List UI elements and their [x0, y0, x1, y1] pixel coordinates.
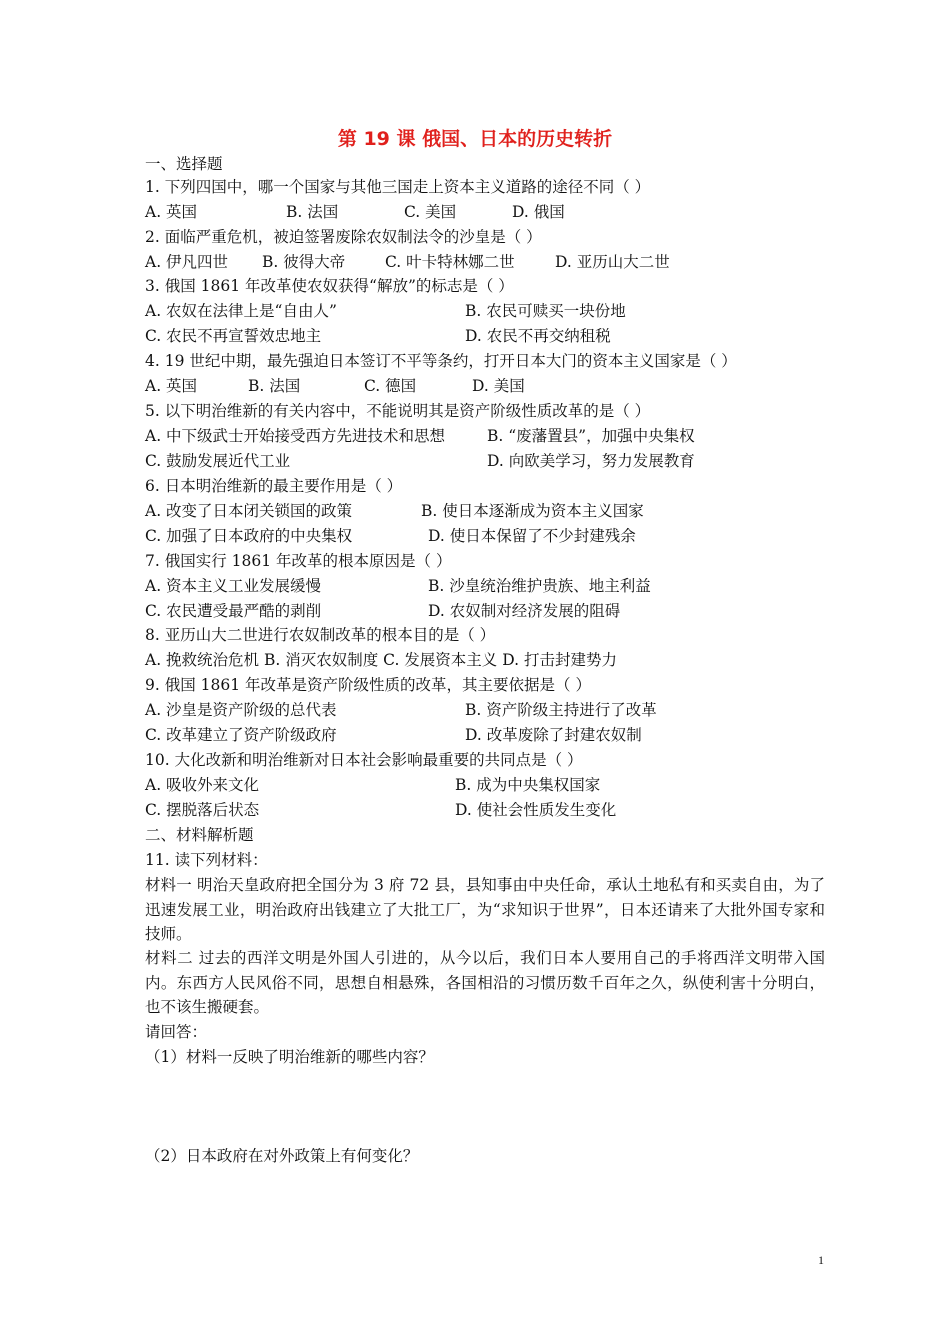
- q4-option-b: B. 法国: [248, 377, 301, 395]
- q1-option-c: C. 美国: [404, 203, 457, 221]
- question-6: 6. 日本明治维新的最主要作用是（ ）: [145, 477, 403, 495]
- q1-option-b: B. 法国: [286, 203, 339, 221]
- q3-option-a: A. 农奴在法律上是“自由人”: [145, 302, 337, 320]
- q2-option-c: C. 叶卡特林娜二世: [385, 253, 515, 271]
- q6-option-d: D. 使日本保留了不少封建残余: [428, 527, 636, 545]
- q4-option-a: A. 英国: [145, 377, 198, 395]
- question-11: 11. 读下列材料：: [145, 851, 268, 869]
- q2-option-a: A. 伊凡四世: [145, 253, 229, 271]
- q5-option-d: D. 向欧美学习，努力发展教育: [487, 452, 695, 470]
- q3-option-c: C. 农民不再宣誓效忠地主: [145, 327, 322, 345]
- q10-option-d: D. 使社会性质发生变化: [455, 801, 617, 819]
- q1-option-d: D. 俄国: [512, 203, 565, 221]
- page-number: 1: [818, 1253, 824, 1267]
- q5-option-b: B. “废藩置县”，加强中央集权: [487, 427, 695, 445]
- section-heading-choice: 一、选择题: [145, 155, 223, 173]
- q2-option-d: D. 亚历山大二世: [555, 253, 670, 271]
- q10-option-a: A. 吸收外来文化: [145, 776, 260, 794]
- q1-option-a: A. 英国: [145, 203, 198, 221]
- q3-option-b: B. 农民可赎买一块份地: [465, 302, 626, 320]
- q9-option-a: A. 沙皇是资产阶级的总代表: [145, 701, 337, 719]
- q6-option-a: A. 改变了日本闭关锁国的政策: [145, 502, 353, 520]
- material-one: 材料一 明治天皇政府把全国分为 3 府 72 县，县知事由中央任命，承认土地私有和买卖自由，为了迅速发展工业，明治政府出钱建立了大批工厂，为“求知识于世界”，日本还请来了大批外国专家和技师。: [145, 876, 825, 943]
- sub-question-2: （2）日本政府在对外政策上有何变化？: [145, 1147, 419, 1165]
- q7-option-a: A. 资本主义工业发展缓慢: [145, 577, 322, 595]
- q10-option-c: C. 摆脱落后状态: [145, 801, 260, 819]
- question-2: 2. 面临严重危机，被迫签署废除农奴制法令的沙皇是（ ）: [145, 228, 542, 246]
- q9-option-d: D. 改革废除了封建农奴制: [465, 726, 642, 744]
- question-4: 4. 19 世纪中期，最先强迫日本签订不平等条约，打开日本大门的资本主义国家是（ ）: [145, 352, 737, 370]
- q9-option-c: C. 改革建立了资产阶级政府: [145, 726, 337, 744]
- material-two: 材料二 过去的西洋文明是外国人引进的，从今以后，我们日本人要用自己的手将西洋文明带入国内。东西方人民风俗不同，思想自相悬殊，各国相沿的习惯历数千百年之久，纵使利害十分明白，也不该生搬硬套。: [145, 949, 825, 1016]
- q4-option-d: D. 美国: [472, 377, 525, 395]
- question-5: 5. 以下明治维新的有关内容中，不能说明其是资产阶级性质改革的是（ ）: [145, 402, 651, 420]
- question-3: 3. 俄国 1861 年改革使农奴获得“解放”的标志是（ ）: [145, 277, 514, 295]
- question-8: 8. 亚历山大二世进行农奴制改革的根本目的是（ ）: [145, 626, 496, 644]
- q5-option-a: A. 中下级武士开始接受西方先进技术和思想: [145, 427, 446, 445]
- q7-option-b: B. 沙皇统治维护贵族、地主利益: [428, 577, 651, 595]
- question-1: 1. 下列四国中，哪一个国家与其他三国走上资本主义道路的途径不同（ ）: [145, 178, 651, 196]
- question-9: 9. 俄国 1861 年改革是资产阶级性质的改革，其主要依据是（ ）: [145, 676, 591, 694]
- question-7: 7. 俄国实行 1861 年改革的根本原因是（ ）: [145, 552, 452, 570]
- answer-prompt: 请回答：: [145, 1023, 208, 1041]
- page-title: 第 19 课 俄国、日本的历史转折: [337, 128, 613, 150]
- sub-question-1: （1）材料一反映了明治维新的哪些内容？: [145, 1048, 434, 1066]
- q9-option-b: B. 资产阶级主持进行了改革: [465, 701, 657, 719]
- q7-option-c: C. 农民遭受最严酷的剥削: [145, 602, 322, 620]
- q3-option-d: D. 农民不再交纳租税: [465, 327, 611, 345]
- question-10: 10. 大化改新和明治维新对日本社会影响最重要的共同点是（ ）: [145, 751, 583, 769]
- q2-option-b: B. 彼得大帝: [262, 253, 346, 271]
- section-heading-material: 二、材料解析题: [145, 826, 254, 844]
- q10-option-b: B. 成为中央集权国家: [455, 776, 601, 794]
- q4-option-c: C. 德国: [364, 377, 417, 395]
- q5-option-c: C. 鼓励发展近代工业: [145, 452, 291, 470]
- q6-option-c: C. 加强了日本政府的中央集权: [145, 527, 353, 545]
- q8-options: A. 挽救统治危机 B. 消灭农奴制度 C. 发展资本主义 D. 打击封建势力: [145, 651, 617, 669]
- q7-option-d: D. 农奴制对经济发展的阻碍: [428, 602, 621, 620]
- q6-option-b: B. 使日本逐渐成为资本主义国家: [421, 502, 644, 520]
